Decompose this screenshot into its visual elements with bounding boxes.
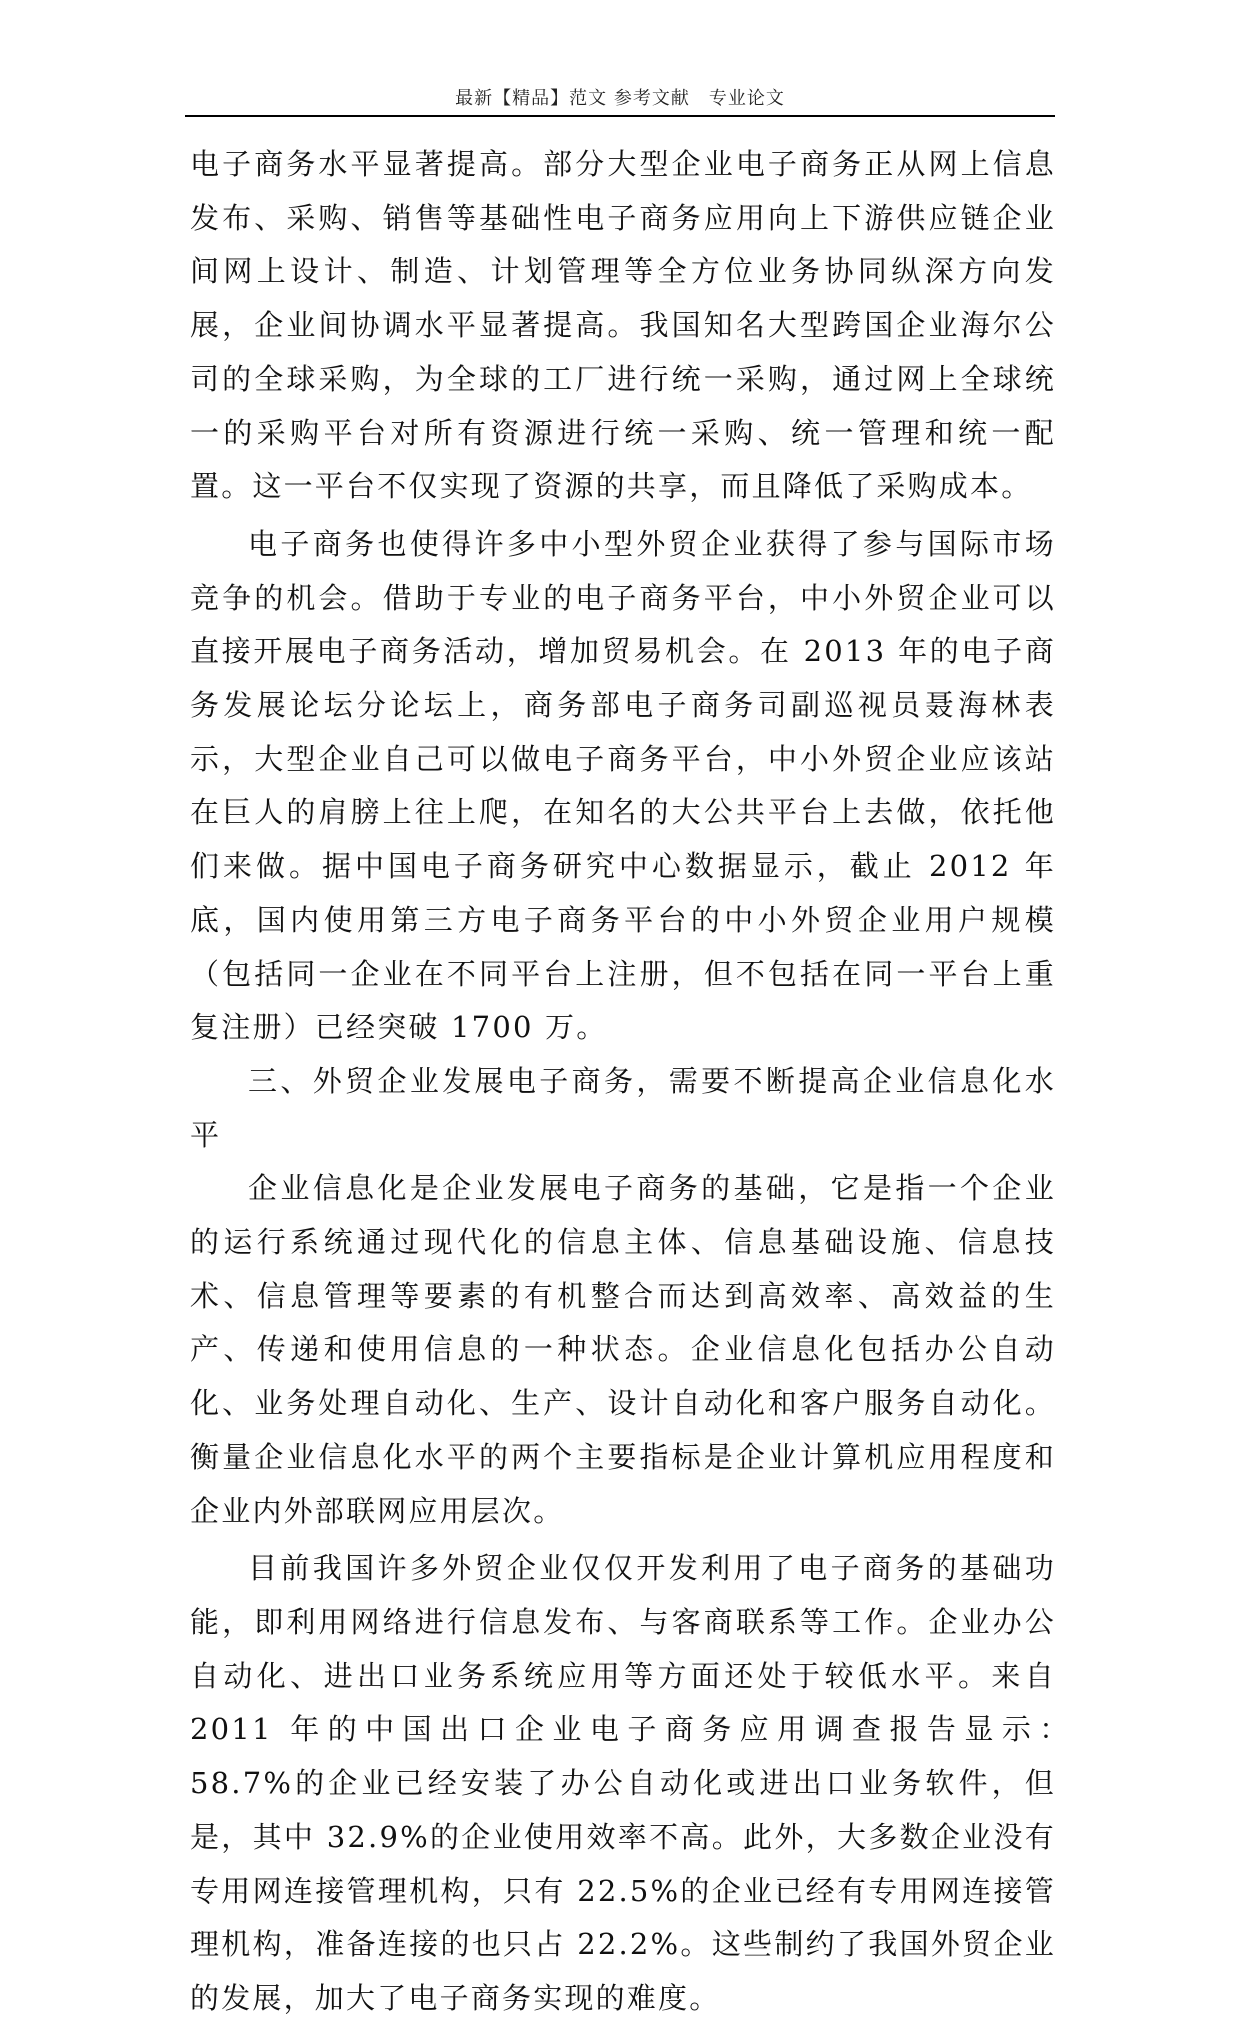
document-body: [190, 138, 1088, 2026]
paragraph-current-status: 目前我国许多外贸企业仅仅开发利用了电子商务的基础功能，即利用网络进行信息发布、与客商联系等工作。企业办公自动化、进出口业务系统应用等方面还处于较低水平。来自 2011 年的中国出口企业电子商务应用调查报告显示： 58.7%的企业已经安装了办公自动化或进出口业务软件，但是，其中 32.9%的企业使用效率不高。此外，大多数企业没有专用网连接管理机构，只有 22.5%的企业已经有专用网连接管理机构，准备连接的也只占 22.2%。这些制约了我国外贸企业的发展，加大了电子商务实现的难度。: [190, 1551, 1088, 2015]
paragraph-informatization: 企业信息化是企业发展电子商务的基础，它是指一个企业的运行系统通过现代化的信息主体、信息基础设施、信息技术、信息管理等要素的有机整合而达到高效率、高效益的生产、传递和使用信息的一种状态。企业信息化包括办公自动化、业务处理自动化、生产、设计自动化和客户服务自动化。衡量企业信息化水平的两个主要指标是企业计算机应用程度和企业内外部联网应用层次。: [190, 1171, 1056, 1528]
paragraph-sme-opportunity: 电子商务也使得许多中小型外贸企业获得了参与国际市场竞争的机会。借助于专业的电子商务平台，中小外贸企业可以直接开展电子商务活动，增加贸易机会。在 2013 年的电子商务发展论坛分论坛上，商务部电子商务司副巡视员聂海林表示，大型企业自己可以做电子商务平台，中小外贸企业应该站在巨人的肩膀上往上爬，在知名的大公共平台上去做，依托他们来做。据中国电子商务研究中心数据显示，截止 2012 年底，国内使用第三方电子商务平台的中小外贸企业用户规模（包括同一企业在不同平台上注册，但不包括在同一平台上重复注册）已经突破 1700 万。: [190, 526, 1056, 1045]
section-heading: 三、外贸企业发展电子商务，需要不断提高企业信息化水平: [190, 1063, 1056, 1152]
paragraph-continuation: 电子商务水平显著提高。部分大型企业电子商务正从网上信息发布、采购、销售等基础性电子商务应用向上下游供应链企业间网上设计、制造、计划管理等全方位业务协同纵深方向发展，企业间协调水平显著提高。我国知名大型跨国企业海尔公司的全球采购，为全球的工厂进行统一采购，通过网上全球统一的采购平台对所有资源进行统一采购、统一管理和统一配置。这一平台不仅实现了资源的共享，而且降低了采购成本。: [190, 147, 1056, 504]
header-divider: [185, 115, 1055, 117]
page-header: 最新【精品】范文 参考文献 专业论文: [455, 88, 785, 109]
